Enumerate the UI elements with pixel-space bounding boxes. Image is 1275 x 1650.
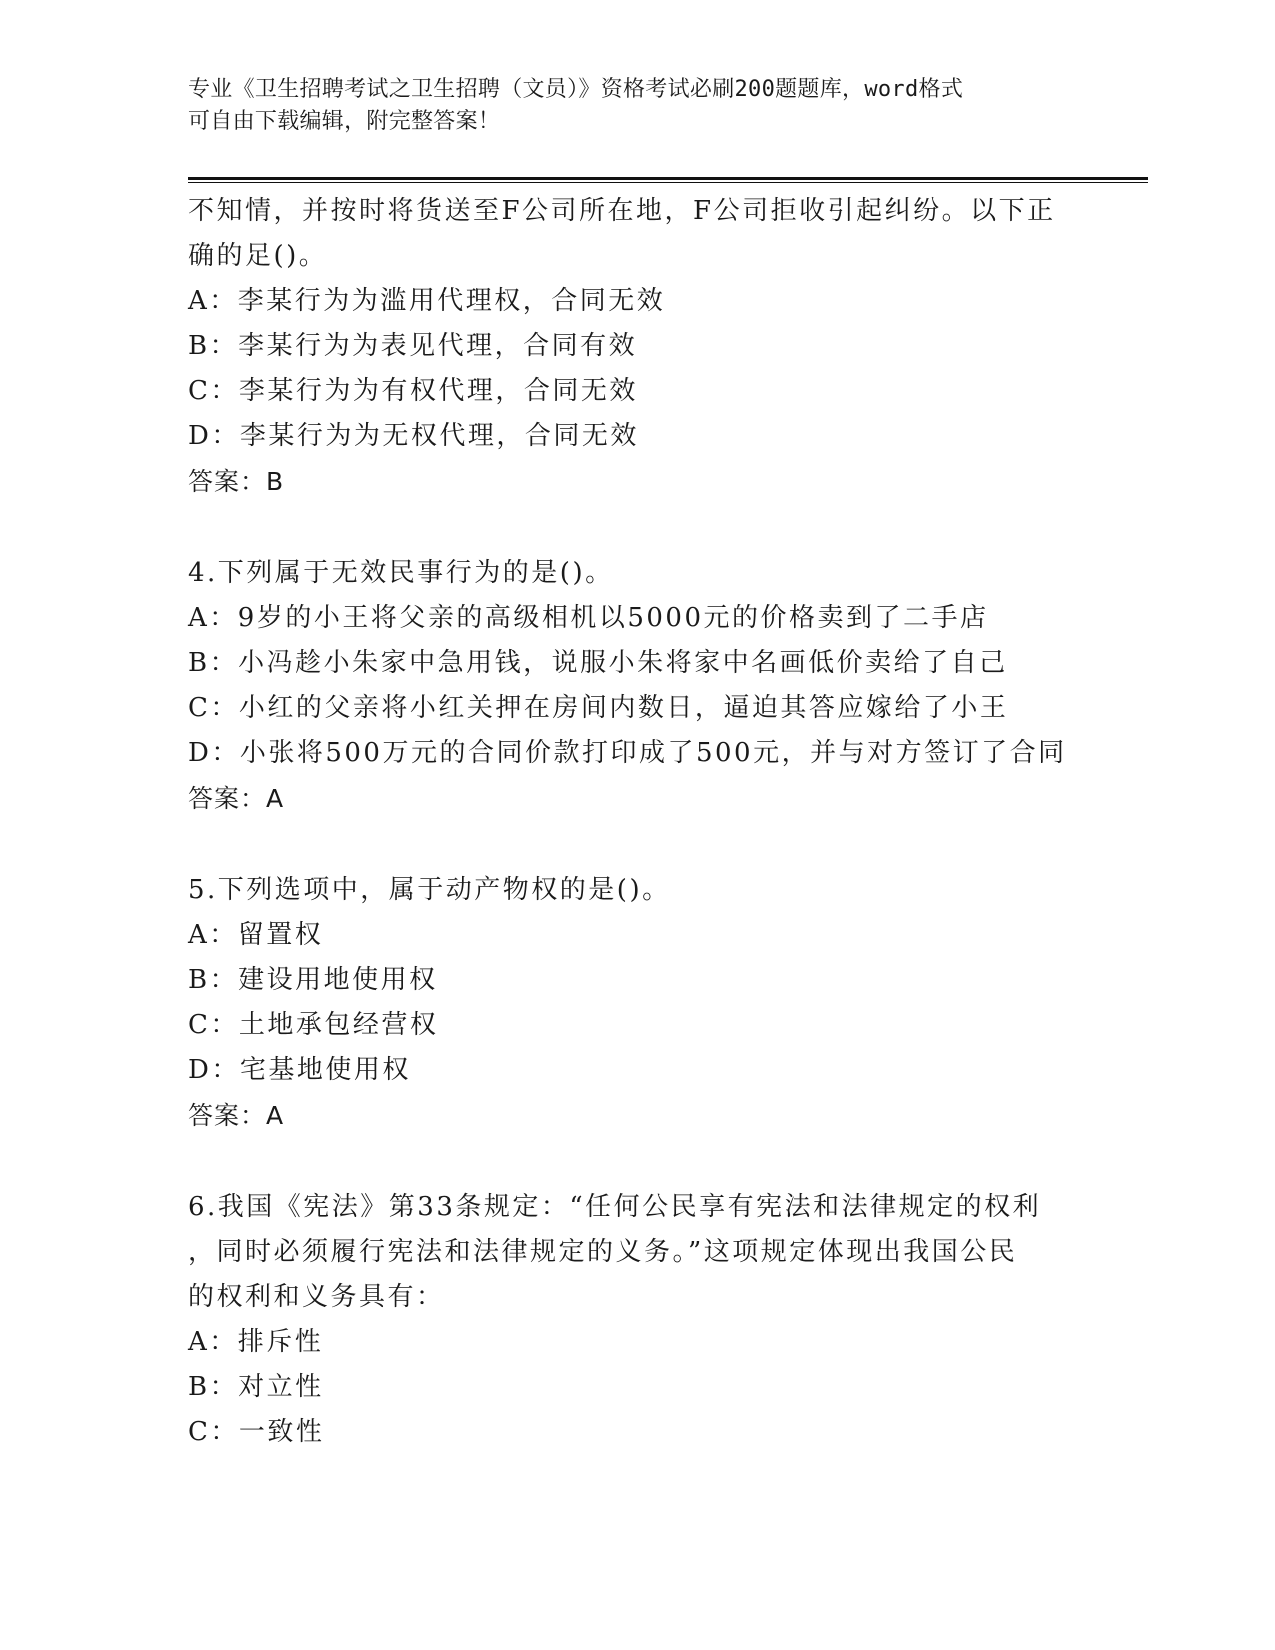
question-3 [188, 189, 1088, 504]
question-4 [188, 551, 1088, 821]
option-b: B：小冯趁小朱家中急用钱，说服小朱将家中名画低价卖给了自己 [188, 648, 1008, 678]
answer-label: 答案：A [188, 1101, 285, 1130]
option-c: C：土地承包经营权 [188, 1010, 439, 1040]
question-stem: 5.下列选项中，属于动产物权的是()。 [188, 875, 671, 905]
header-line-1: 专业《卫生招聘考试之卫生招聘（文员）》资格考试必刷200题题库，word格式 [188, 77, 964, 102]
question-list [188, 189, 1088, 1455]
option-d: D：李某行为为无权代理，合同无效 [188, 421, 639, 451]
header-line-2: 可自由下载编辑，附完整答案！ [188, 109, 501, 134]
question-stem: 不知情，并按时将货送至F公司所在地，F公司拒收引起纠纷。以下正 [188, 196, 1056, 226]
option-a: A：9岁的小王将父亲的高级相机以5000元的价格卖到了二手店 [188, 603, 989, 633]
option-b: B：对立性 [188, 1372, 324, 1402]
question-stem: 4.下列属于无效民事行为的是()。 [188, 558, 614, 588]
option-d: D：小张将500万元的合同价款打印成了500元，并与对方签订了合同 [188, 738, 1067, 768]
question-stem: 的权利和义务具有： [188, 1282, 445, 1312]
answer-label: 答案：B [188, 467, 285, 496]
option-a: A：留置权 [188, 920, 324, 950]
option-d: D：宅基地使用权 [188, 1055, 411, 1085]
answer-label: 答案：A [188, 784, 285, 813]
question-stem: ，同时必须履行宪法和法律规定的义务。”这项规定体现出我国公民 [188, 1237, 1018, 1267]
option-c: C：小红的父亲将小红关押在房间内数日，逼迫其答应嫁给了小王 [188, 693, 1009, 723]
option-b: B：李某行为为表见代理，合同有效 [188, 331, 638, 361]
option-c: C：一致性 [188, 1417, 325, 1447]
question-stem: 确的足()。 [188, 241, 328, 271]
option-a: A：李某行为为滥用代理权，合同无效 [188, 286, 666, 316]
header-divider-thin [188, 182, 1148, 183]
question-5 [188, 868, 1088, 1138]
question-stem: 6.我国《宪法》第33条规定：“任何公民享有宪法和法律规定的权利 [188, 1192, 1042, 1222]
option-a: A：排斥性 [188, 1327, 324, 1357]
question-6 [188, 1185, 1088, 1455]
document-header [188, 74, 1088, 138]
option-b: B：建设用地使用权 [188, 965, 438, 995]
header-divider-thick [188, 177, 1148, 180]
option-c: C：李某行为为有权代理，合同无效 [188, 376, 638, 406]
